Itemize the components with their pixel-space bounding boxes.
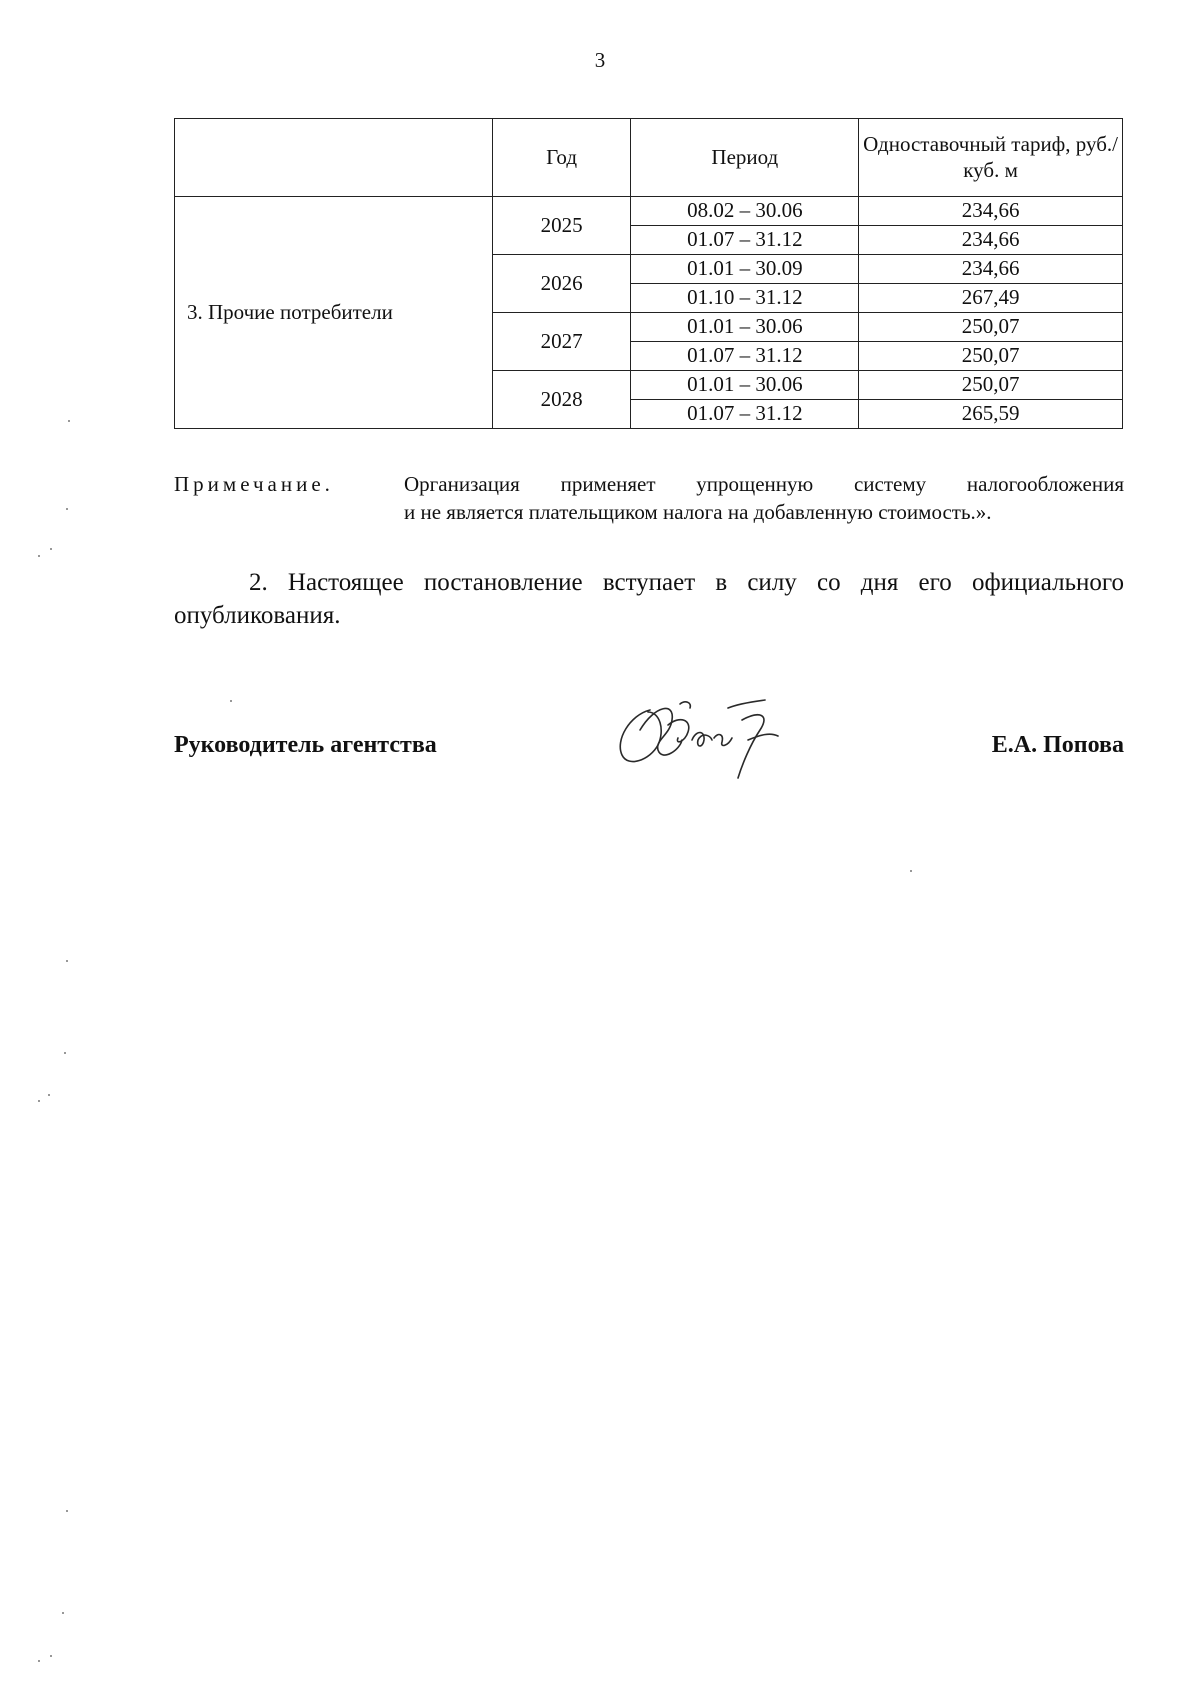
- tariff-table: [174, 118, 1123, 429]
- signatory-title: Руководитель агентства: [174, 732, 437, 758]
- year-cell: 2025: [492, 197, 631, 255]
- period-cell: 01.01 – 30.09: [631, 255, 859, 284]
- period-cell: 01.01 – 30.06: [631, 371, 859, 400]
- table-row: [175, 197, 1123, 226]
- header-tariff: Одноставочный тариф, руб./куб. м: [859, 119, 1123, 197]
- header-period: Период: [631, 119, 859, 197]
- period-cell: 01.07 – 31.12: [631, 342, 859, 371]
- period-cell: 01.10 – 31.12: [631, 284, 859, 313]
- clause-paragraph: 2. Настоящее постановление вступает в силу со дня его официального опубликования.: [174, 569, 1124, 629]
- tariff-cell: 234,66: [859, 255, 1123, 284]
- note-label: Примечание.: [174, 472, 334, 496]
- period-cell: 01.01 – 30.06: [631, 313, 859, 342]
- period-cell: 01.07 – 31.12: [631, 400, 859, 429]
- year-cell: 2026: [492, 255, 631, 313]
- tariff-cell: 234,66: [859, 197, 1123, 226]
- tariff-cell: 265,59: [859, 400, 1123, 429]
- note-line: и не является плательщиком налога на добавленную стоимость.».: [404, 500, 992, 524]
- signatory-name: Е.А. Попова: [991, 732, 1124, 758]
- year-cell: 2028: [492, 371, 631, 429]
- tariff-cell: 250,07: [859, 342, 1123, 371]
- tariff-cell: 234,66: [859, 226, 1123, 255]
- handwritten-signature: [610, 690, 795, 780]
- table-header-row: [175, 119, 1123, 197]
- tariff-cell: 250,07: [859, 313, 1123, 342]
- consumer-cell: 3. Прочие потребители: [175, 197, 493, 429]
- tariff-cell: 267,49: [859, 284, 1123, 313]
- note-line: Организация применяет упрощенную систему налогообложения: [404, 472, 1124, 496]
- period-cell: 01.07 – 31.12: [631, 226, 859, 255]
- header-consumer: [175, 119, 493, 197]
- note-text: [404, 470, 1124, 526]
- year-cell: 2027: [492, 313, 631, 371]
- header-year: Год: [492, 119, 631, 197]
- tariff-cell: 250,07: [859, 371, 1123, 400]
- page-number: 3: [594, 48, 606, 72]
- period-cell: 08.02 – 30.06: [631, 197, 859, 226]
